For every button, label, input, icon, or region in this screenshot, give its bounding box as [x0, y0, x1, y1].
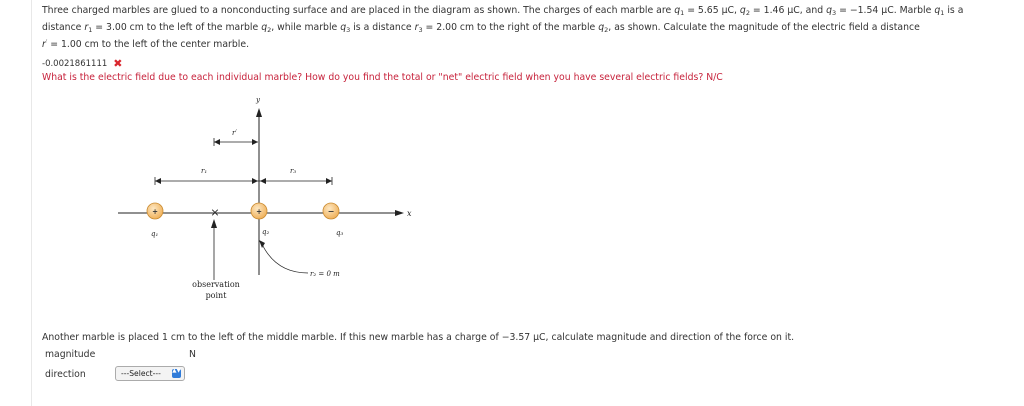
- r3-label: r₃: [290, 167, 297, 175]
- r1-symbol: r: [84, 22, 89, 33]
- direction-label: direction: [45, 369, 86, 380]
- r2-arrow: [259, 240, 265, 248]
- marble-diagram: [110, 90, 420, 310]
- problem-line-3: [42, 39, 249, 50]
- q1-label: q₁: [151, 230, 159, 238]
- y-axis-label: y: [256, 96, 260, 104]
- feedback-hint: What is the electric field due to each individual marble? How do you find the total or "net" electric field when you have several electric fields? N/C: [42, 72, 723, 83]
- q2-label: q₂: [262, 228, 270, 236]
- q2-symbol: q: [598, 22, 605, 33]
- r1-label: r₁: [201, 167, 208, 175]
- magnitude-input[interactable]: [115, 345, 181, 360]
- r2-label: r₂ = 0 m: [310, 270, 340, 278]
- new-charge-value: −3.57: [501, 332, 531, 343]
- r-prime-arrow: [252, 139, 258, 145]
- followup-question: [42, 332, 794, 343]
- q3-subscript: 3: [346, 26, 351, 34]
- problem-text: , while marble: [271, 22, 341, 33]
- q1-subscript: 1: [680, 9, 685, 17]
- problem-text: , as shown. Calculate the magnitude of the electric field a distance: [608, 22, 920, 33]
- followup-text: μC, calculate magnitude and direction of the force on it.: [530, 332, 795, 343]
- problem-text: distance: [42, 22, 85, 33]
- problem-text: = 3.00 cm to the left of the marble: [92, 22, 262, 33]
- problem-line-1: [42, 5, 963, 16]
- q3-symbol: q: [340, 22, 347, 33]
- r1-subscript: 1: [88, 26, 93, 34]
- y-axis-arrow: [256, 108, 262, 117]
- direction-select[interactable]: [115, 366, 185, 381]
- q2-symbol: q: [261, 22, 268, 33]
- problem-text: = 2.00 cm to the right of the marble: [422, 22, 599, 33]
- problem-text: = 1.00 cm to the left of the center marble.: [47, 39, 250, 50]
- problem-text: Three charged marbles are glued to a nonconducting surface and are placed in the diagram as shown. The charges of each marble are: [42, 5, 675, 16]
- q1-subscript: 1: [940, 9, 945, 17]
- direction-selected-value: ---Select---: [121, 369, 161, 378]
- problem-line-2: [42, 22, 920, 33]
- r-prime-arrow: [214, 139, 220, 145]
- r3-arrow: [260, 178, 266, 184]
- submitted-answer: [42, 56, 122, 69]
- magnitude-unit: N: [189, 349, 196, 360]
- r1-arrow: [252, 178, 258, 184]
- magnitude-label: magnitude: [45, 349, 96, 360]
- observation-label: point: [205, 291, 227, 300]
- r3-subscript: 3: [418, 26, 423, 34]
- q1-symbol: q: [674, 5, 681, 16]
- followup-text: Another marble is placed 1 cm to the left of the middle marble. If this new marble has a charge of: [42, 332, 502, 343]
- plus-sign: +: [256, 207, 262, 216]
- x-axis-arrow: [395, 210, 404, 216]
- q3-subscript: 3: [832, 9, 837, 17]
- r1-arrow: [155, 178, 161, 184]
- q2-subscript: 2: [604, 26, 609, 34]
- problem-text: is a distance: [350, 22, 415, 33]
- observation-label: observation: [192, 280, 240, 289]
- minus-sign: −: [327, 206, 335, 216]
- q2-value: = 1.46 μC, and: [749, 5, 827, 16]
- q3-label: q₃: [336, 229, 344, 237]
- q2-subscript: 2: [267, 26, 272, 34]
- problem-text: is a: [944, 5, 964, 16]
- q2-subscript: 2: [745, 9, 750, 17]
- q2-symbol: q: [739, 5, 746, 16]
- x-axis-label: x: [407, 209, 412, 218]
- observation-arrow: [211, 219, 217, 228]
- plus-sign: +: [152, 207, 158, 216]
- answer-value: -0.0021861111: [42, 59, 108, 69]
- q3-symbol: q: [826, 5, 832, 16]
- q3-value: = −1.54 μC. Marble: [836, 5, 935, 16]
- r-prime-label: r′: [232, 129, 237, 137]
- r-prime-symbol: r: [42, 39, 46, 50]
- r3-symbol: r: [414, 22, 419, 33]
- r3-arrow: [326, 178, 332, 184]
- observation-cross: ×: [210, 206, 220, 219]
- r2-leader: [261, 242, 308, 273]
- select-chevron-icon: ▲▼: [172, 369, 181, 378]
- incorrect-icon: ✖: [113, 57, 123, 70]
- prime-mark: ′: [45, 38, 48, 46]
- q1-value: = 5.65 μC,: [684, 5, 740, 16]
- q1-symbol: q: [934, 5, 941, 16]
